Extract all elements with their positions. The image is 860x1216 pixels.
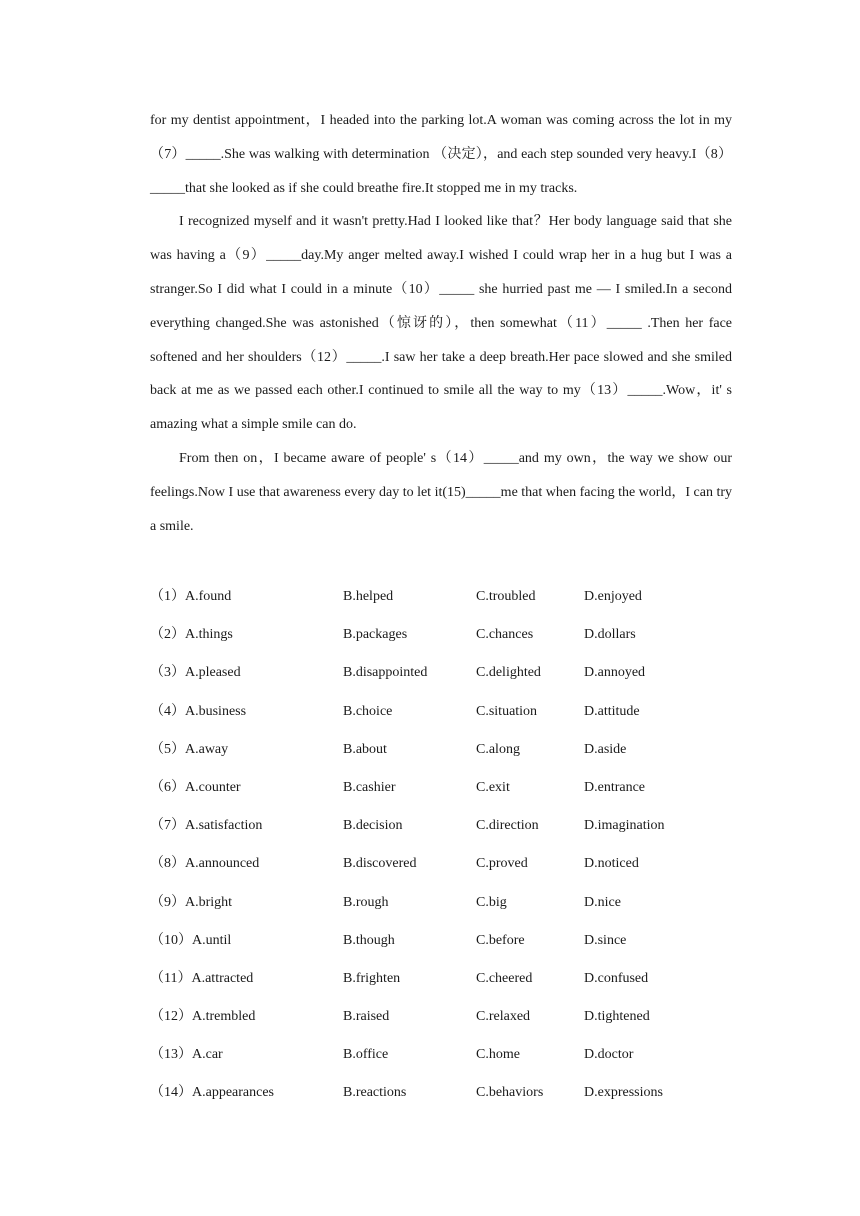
option-b: B.about: [343, 741, 387, 757]
option-d: D.annoyed: [584, 665, 646, 681]
option-b: B.reactions: [343, 1085, 407, 1101]
option-c: C.proved: [476, 856, 528, 872]
option-row: [150, 1038, 732, 1076]
passage-paragraph-3: From then on，I became aware of people' s（14）_____and my own，the way we show our feelings.Now I use that awareness every day to let it(15)_____me that when facing the world，I can try a smile.: [150, 450, 732, 534]
option-c: C.behaviors: [476, 1085, 544, 1101]
option-row: [150, 580, 732, 618]
passage-paragraph-2: I recognized myself and it wasn't pretty.Had I looked like that？Her body language said that she was having a（9）_____day.My anger melted away.I wished I could wrap her in a hug but I was a stranger.So I did what I could in a minute（10）_____ she hurried past me — I smiled.In a second everything changed.She was astonished（惊讶的），then somewhat（11）_____ .Then her face softened and her shoulders（12）_____.I saw her take a deep breath.Her pace slowed and she smiled back at me as we passed each other.I continued to smile all the way to my（13）_____.Wow，it' s amazing what a simple smile can do.: [150, 214, 732, 433]
option-d: D.dollars: [584, 627, 636, 643]
option-c: C.cheered: [476, 970, 533, 986]
option-a: （4）A.business: [150, 703, 247, 719]
option-d: D.confused: [584, 970, 649, 986]
option-c: C.before: [476, 932, 525, 948]
option-b: B.office: [343, 1047, 389, 1063]
option-d: D.noticed: [584, 856, 639, 872]
option-row: [150, 809, 732, 847]
option-d: D.nice: [584, 894, 621, 910]
option-b: B.raised: [343, 1009, 390, 1025]
option-c: C.big: [476, 894, 507, 910]
passage: [150, 104, 732, 543]
option-row: [150, 962, 732, 1000]
option-a: （3）A.pleased: [150, 665, 241, 681]
passage-paragraph-1: for my dentist appointment，I headed into the parking lot.A woman was coming across the lot in my（7）_____.She was walking with determination （决定），and each step sounded very heavy.I（8）_____that she looked as if she could breathe fire.It stopped me in my tracks.: [150, 113, 732, 196]
option-a: （14）A.appearances: [150, 1085, 275, 1101]
option-d: D.imagination: [584, 818, 665, 834]
option-d: D.tightened: [584, 1009, 650, 1025]
option-b: B.cashier: [343, 779, 396, 795]
option-d: D.since: [584, 932, 627, 948]
option-d: D.entrance: [584, 779, 646, 795]
option-row: [150, 1000, 732, 1038]
option-c: C.troubled: [476, 589, 536, 604]
option-a: （10）A.until: [150, 932, 232, 948]
option-row: [150, 924, 732, 962]
option-row: [150, 1076, 732, 1114]
option-b: B.choice: [343, 703, 393, 719]
option-c: C.exit: [476, 779, 510, 795]
option-row: [150, 733, 732, 771]
option-b: B.helped: [343, 589, 394, 604]
option-b: B.discovered: [343, 856, 417, 872]
option-c: C.situation: [476, 703, 538, 719]
option-b: B.disappointed: [343, 665, 428, 681]
option-row: [150, 847, 732, 885]
option-a: （8）A.announced: [150, 856, 260, 872]
option-d: D.doctor: [584, 1047, 634, 1063]
option-row: [150, 618, 732, 656]
option-a: （6）A.counter: [150, 779, 241, 795]
option-a: （12）A.trembled: [150, 1009, 256, 1025]
option-c: C.along: [476, 741, 520, 757]
option-c: C.home: [476, 1047, 520, 1063]
option-b: B.though: [343, 932, 395, 948]
option-d: D.aside: [584, 741, 627, 757]
option-row: [150, 771, 732, 809]
option-b: B.packages: [343, 627, 408, 643]
option-c: C.relaxed: [476, 1009, 531, 1025]
option-a: （2）A.things: [150, 627, 233, 643]
option-row: [150, 695, 732, 733]
answer-options: [150, 580, 732, 1115]
option-c: C.direction: [476, 818, 539, 834]
option-d: D.expressions: [584, 1085, 663, 1101]
option-a: （11）A.attracted: [150, 970, 254, 986]
option-d: D.enjoyed: [584, 589, 642, 604]
option-a: （7）A.satisfaction: [150, 818, 263, 834]
option-c: C.delighted: [476, 665, 541, 681]
option-row: [150, 886, 732, 924]
option-b: B.decision: [343, 818, 403, 834]
option-row: [150, 656, 732, 694]
option-a: （5）A.away: [150, 741, 229, 757]
option-a: （1）A.found: [150, 589, 232, 604]
option-a: （9）A.bright: [150, 894, 233, 910]
option-b: B.frighten: [343, 970, 401, 986]
option-b: B.rough: [343, 894, 389, 910]
option-a: （13）A.car: [150, 1047, 223, 1063]
option-d: D.attitude: [584, 703, 640, 719]
option-c: C.chances: [476, 627, 534, 643]
